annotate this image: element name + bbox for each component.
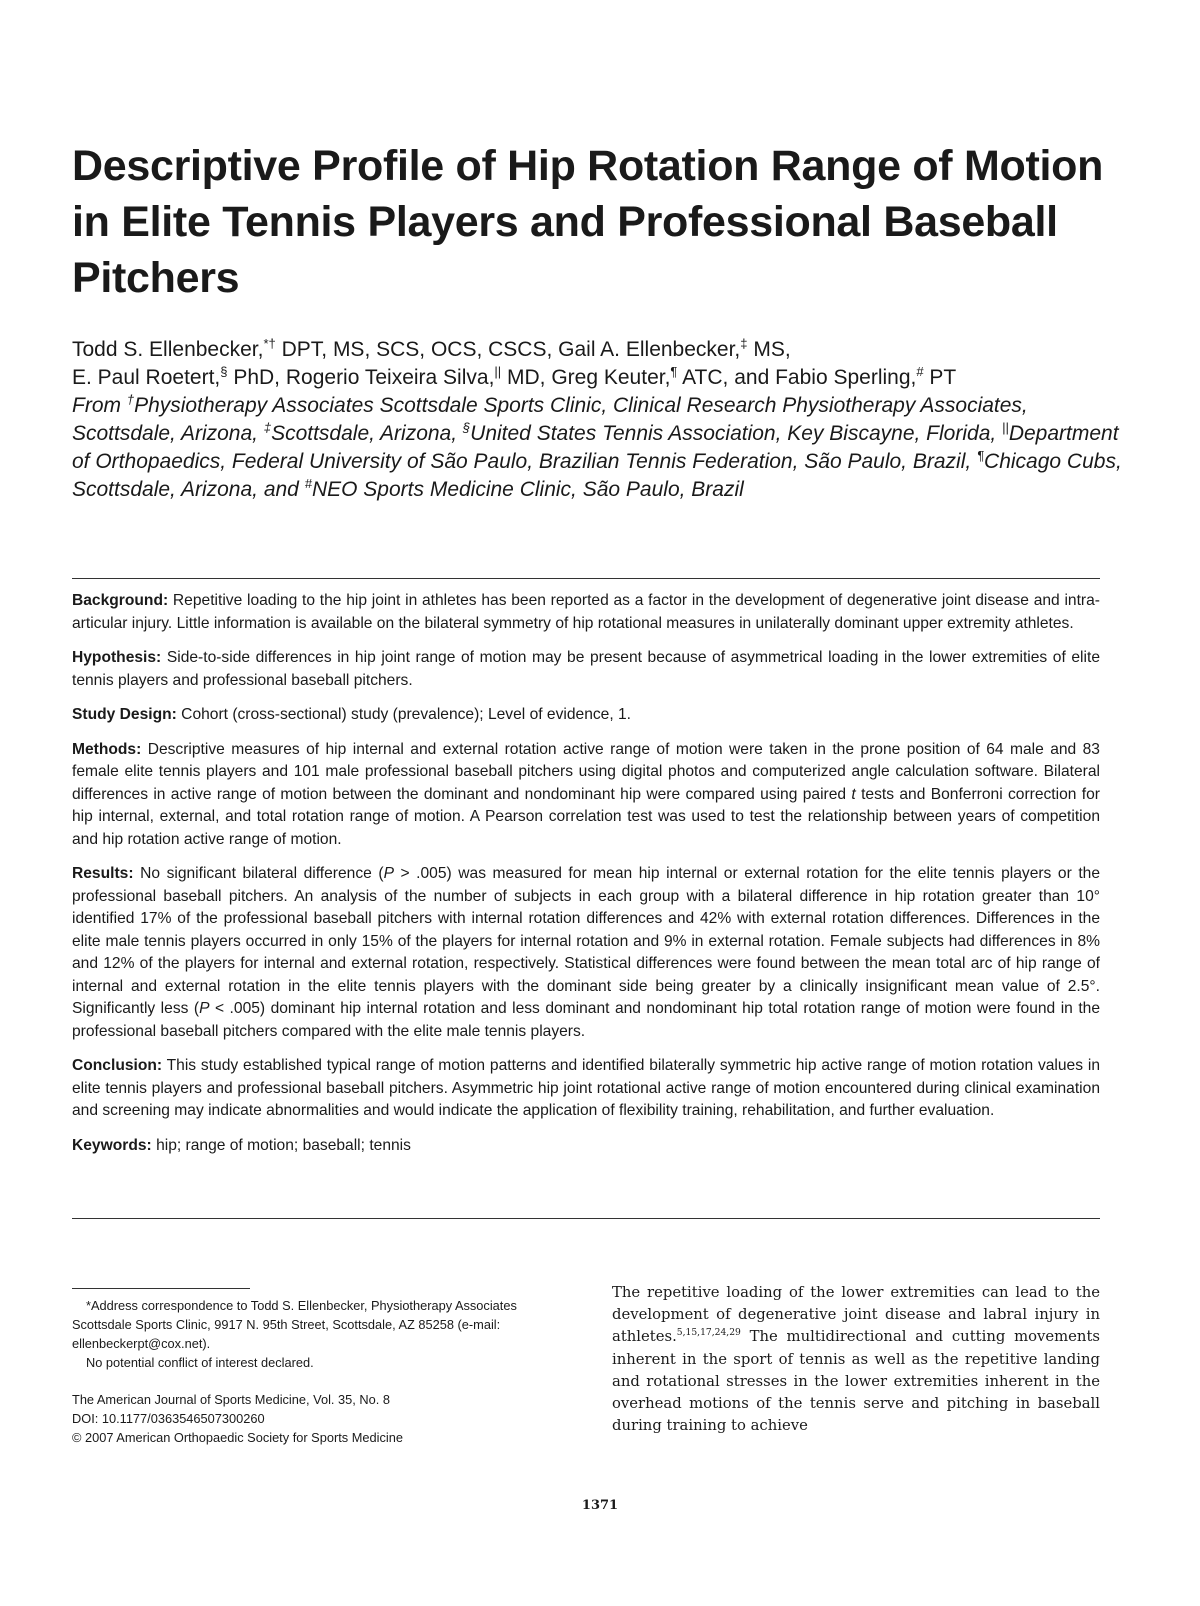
section-label: Background:: [72, 592, 169, 609]
author-list: [72, 336, 1132, 392]
section-text: tests and Bonferroni correction for hip internal, external, and total rotation range of motion. A Pearson correlation test was used to test the relationship between years of competition and hip rotation active range of motion.: [72, 785, 1100, 848]
section-text: hip; range of motion; baseball; tennis: [151, 1136, 411, 1154]
section-label: Conclusion:: [72, 1057, 163, 1074]
italic-t: t: [851, 785, 856, 803]
body-text: The multidirectional and cutting movements inherent in the sport of tennis as well as the repetitive landing and rotational stresses in the lower extremities inherent in the overhead motions of the tennis serve and pitching in baseball during training to achieve: [612, 1328, 1100, 1435]
author-name: Todd S. Ellenbecker,: [72, 338, 264, 361]
affiliation-mark: #: [304, 476, 312, 491]
abstract-results: [72, 863, 1100, 1043]
affiliation-mark: §: [462, 420, 471, 435]
author-degrees: MD,: [501, 366, 552, 389]
italic-p: P: [383, 865, 394, 882]
abstract-study-design: [72, 704, 1100, 727]
affiliation-mark: ||: [1002, 420, 1009, 435]
abstract-keywords: [72, 1135, 1100, 1158]
affiliations: [72, 392, 1132, 504]
section-label: Study Design:: [72, 706, 177, 723]
section-label: Keywords:: [72, 1136, 152, 1154]
abstract-top-rule: [72, 578, 1100, 579]
section-label: Hypothesis:: [72, 649, 162, 666]
body-column: [612, 1282, 1100, 1437]
author-mark: ‡: [740, 336, 748, 351]
author-name: Fabio Sperling,: [775, 366, 917, 389]
affiliation-text: United States Tennis Association, Key Biscayne, Florida,: [470, 422, 1003, 445]
affiliation-mark: ¶: [977, 448, 985, 463]
body-paragraph: [612, 1282, 1100, 1437]
body-text: The repetitive loading of the lower extremities can lead to the development of degenerative joint disease and labral injury in athletes.: [612, 1284, 1100, 1346]
abstract-background: [72, 590, 1100, 635]
author-mark: *†: [263, 336, 276, 351]
section-text: Cohort (cross-sectional) study (prevalence); Level of evidence, 1.: [176, 706, 632, 723]
page-number: 1371: [581, 1498, 619, 1513]
section-text: < .005) dominant hip internal rotation and less dominant and nondominant hip total rotation range of motion were found in the professional baseball pitchers compared with the elite male tennis players.: [72, 1000, 1101, 1040]
section-text: Repetitive loading to the hip joint in athletes has been reported as a factor in the development of degenerative joint disease and intra-articular injury. Little information is available on the bilateral symmetry of hip rotational measures in unilaterally dominant upper extremity athletes.: [72, 592, 1100, 632]
author-name: Rogerio Teixeira Silva,: [285, 366, 495, 389]
author-degrees: DPT, MS, SCS, OCS, CSCS,: [275, 338, 559, 361]
section-text: No significant bilateral difference (: [133, 865, 384, 882]
journal-citation: The American Journal of Sports Medicine, Vol. 35, No. 8: [72, 1392, 390, 1407]
affiliation-text: Department of Orthopaedics, Federal University of São Paulo, Brazilian Tennis Federation, São Paulo, Brazil,: [72, 422, 1119, 473]
author-degrees: ATC, and: [677, 366, 776, 389]
section-text: This study established typical range of motion patterns and identified bilaterally symmetric hip active range of motion rotation values in elite tennis players and professional baseball pitchers. Asymmetric hip joint rotational active range of motion encountered during clinical examination and screening may indicate abnormalities and would indicate the application of flexibility training, rehabilitation, and further evaluation.: [72, 1057, 1100, 1119]
affiliation-text: NEO Sports Medicine Clinic, São Paulo, Brazil: [311, 478, 744, 501]
article-title: Descriptive Profile of Hip Rotation Range of Motion in Elite Tennis Players and Professional Baseball Pitchers: [72, 142, 1104, 302]
abstract: [72, 590, 1100, 1169]
author-degrees: MS,: [747, 338, 791, 361]
section-text: Side-to-side differences in hip joint range of motion may be present because of asymmetrical loading in the lower extremities of elite tennis players and professional baseball pitchers.: [72, 649, 1100, 689]
copyright: © 2007 American Orthopaedic Society for Sports Medicine: [72, 1430, 403, 1445]
affiliation-mark: ‡: [263, 420, 272, 435]
section-label: Methods:: [72, 740, 142, 758]
conflict-note: No potential conflict of interest declared.: [86, 1355, 314, 1370]
abstract-conclusion: [72, 1055, 1100, 1123]
reference-citation: 5,15,17,24,29: [676, 1327, 741, 1339]
abstract-hypothesis: [72, 647, 1100, 692]
author-name: Gail A. Ellenbecker,: [558, 338, 741, 361]
author-name: E. Paul Roetert,: [72, 366, 221, 389]
abstract-bottom-rule: [72, 1218, 1100, 1219]
section-label: Results:: [72, 865, 134, 882]
affiliation-text: Scottsdale, Arizona,: [271, 422, 463, 445]
footnotes: [72, 1296, 562, 1447]
footnote-rule: [72, 1288, 250, 1289]
affiliation-mark: †: [126, 392, 135, 407]
correspondence-note: *Address correspondence to Todd S. Ellenbecker, Physiotherapy Associates Scottsdale Sports Clinic, 9917 N. 95th Street, Scottsdale, AZ 85258 (e-mail: ellenbeckerpt@cox.net).: [72, 1298, 517, 1351]
doi: DOI: 10.1177/0363546507300260: [72, 1411, 265, 1426]
section-text: > .005) was measured for mean hip internal or external rotation for the elite tennis players or the professional baseball pitchers. An analysis of the number of subjects in each group with a bilateral difference in hip rotation greater than 10° identified 17% of the professional baseball pitchers with internal rotation differences and 42% with external rotation differences. Differences in the elite male tennis players occurred in only 15% of the players for internal rotation and 9% in external rotation. Female subjects had differences in 8% and 12% of the players for internal and external rotation, respectively. Statistical differences were found between the mean total arc of hip range of internal and external rotation in the elite tennis players with the dominant side being greater by a clinically insignificant mean value of 2.5°. Significantly less (: [72, 865, 1100, 1017]
author-mark: §: [220, 364, 228, 379]
affiliation-text: Physiotherapy Associates Scottsdale Sports Clinic, Clinical Research Physiotherapy Associates, Scottsdale, Arizona,: [72, 394, 1028, 445]
abstract-methods: [72, 739, 1100, 852]
author-mark: #: [916, 364, 924, 379]
author-degrees: PhD,: [227, 366, 286, 389]
affiliation-text: Chicago Cubs, Scottsdale, Arizona, and: [72, 450, 1122, 501]
author-degrees: PT: [923, 366, 957, 389]
affiliation-prefix: From: [72, 394, 127, 417]
author-name: Greg Keuter,: [551, 366, 671, 389]
author-mark: ||: [494, 364, 502, 379]
italic-p: P: [199, 1000, 210, 1017]
section-text: Descriptive measures of hip internal and external rotation active range of motion were taken in the prone position of 64 male and 83 female elite tennis players and 101 male professional baseball pitchers using digital photos and computerized angle calculation software. Bilateral differences in active range of motion between the dominant and nondominant hip were compared using paired: [72, 740, 1100, 803]
author-mark: ¶: [670, 364, 678, 379]
